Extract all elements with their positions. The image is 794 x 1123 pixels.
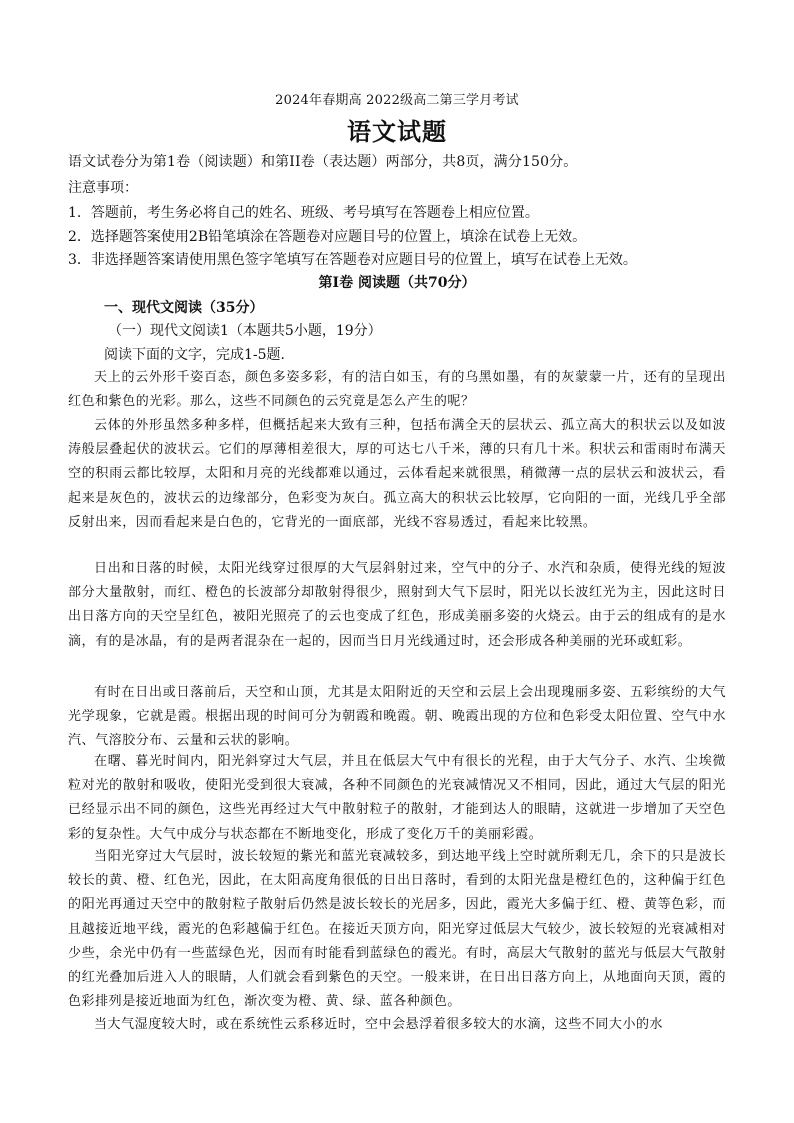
part-heading: 一、现代文阅读（35分）	[104, 300, 264, 316]
passage-paragraph: 云体的外形虽然多种多样，但概括起来大致有三种，包括布满全天的层状云、孤立高大的积状云以及如波涛般层叠起伏的波状云。它们的厚薄相差很大，厚的可达七八千米，薄的只有几十米。积状云和雷雨时布满天空的积雨云都比较厚，太阳和月亮的光线都难以通过，云体看起来就很黑，稍微薄一点的层状云和波状云，看起来是灰色的，波状云的边缘部分，色彩变为灰白。孤立高大的积状云比较厚，它向阳的一面，光线几乎全部反射出来，因而看起来是白色的，它背光的一面底部，光线不容易透过，看起来比较黑。	[68, 418, 726, 530]
notes-heading: 注意事项：	[68, 180, 138, 196]
passage-paragraph: 在曙、暮光时间内，阳光斜穿过大气层，并且在低层大气中有很长的光程，由于大气分子、水汽、尘埃微粒对光的散射和吸收，使阳光受到很大衰减，各种不同颜色的光衰减情况又不相同，因此，通过大气层的阳光已经显示出不同的颜色，这些光再经过大气中散射粒子的散射，才能到达人的眼睛，这就进一步增加了天空色彩的复杂性。大气中成分与状态都在不断地变化，形成了变化万千的美丽彩霞。	[68, 754, 726, 842]
note-item: 3．非选择题答案请使用黑色签字笔填写在答题卷对应题目号的位置上，填写在试卷上无效。	[68, 252, 637, 268]
passage-paragraph: 当大气湿度较大时，或在系统性云系移近时，空中会悬浮着很多较大的水滴，这些不同大小的水	[94, 1017, 664, 1032]
passage-paragraph: 日出和日落的时候，太阳光线穿过很厚的大气层斜射过来，空气中的分子、水汽和杂质，使得光线的短波部分大量散射，而红、橙色的长波部分却散射得很少，照射到大气下层时，阳光以长波红光为主，因此这时日出日落方向的天空呈红色，被阳光照亮了的云也变成了红色，形成美丽多姿的火烧云。由于云的组成有的是水滴，有的是冰晶，有的是两者混杂在一起的，因而当日月光线通过时，还会形成各种美丽的光环或虹彩。	[68, 561, 726, 649]
note-item: 1．答题前，考生务必将自己的姓名、班级、考号填写在答题卷上相应位置。	[68, 205, 539, 221]
passage-paragraph: 天上的云外形千姿百态，颜色多姿多彩，有的洁白如玉，有的乌黑如墨，有的灰蒙蒙一片，还有的呈现出红色和紫色的光彩。那么，这些不同颜色的云究竟是怎么产生的呢？	[68, 370, 726, 410]
passage-paragraph: 当阳光穿过大气层时，波长较短的紫光和蓝光衰减较多，到达地平线上空时就所剩无几，余下的只是波长较长的黄、橙、红色光，因此，在太阳高度角很低的日出日落时，看到的太阳光盘是橙红色的，这种偏于红色的阳光再通过天空中的散射粒子散射后仍然是波长较长的光居多，因此，霞光大多偏于红、橙、黄等色彩，而且越接近地平线，霞光的色彩越偏于红色。在接近天顶方向，阳光穿过低层大气较少，波长较短的光衰减相对少些，余光中仍有一些蓝绿色光，因而有时能看到蓝绿色的霞光。有时，高层大气散射的蓝光与低层大气散射的红光叠加后进入人的眼睛，人们就会看到紫色的天空。一般来讲，在日出日落方向上，从地面向天顶，霞的色彩排列是接近地面为红色，渐次变为橙、黄、绿、蓝各种颜色。	[68, 849, 726, 1010]
passage-paragraph: 有时在日出或日落前后，天空和山顶，尤其是太阳附近的天空和云层上会出现瑰丽多姿、五彩缤纷的大气光学现象，它就是霞。根据出现的时间可分为朝霞和晚霞。朝、晚霞出现的方位和色彩受太阳位置、空气中水汽、气溶胶分布、云量和云状的影响。	[68, 685, 726, 749]
exam-intro: 语文试卷分为第1卷（阅读题）和第II卷（表达题）两部分，共8页，满分150分。	[68, 154, 578, 170]
reading-instruction: 阅读下面的文字，完成1-5题．	[104, 347, 295, 363]
section-title: 第I卷 阅读题（共70分）	[318, 275, 476, 291]
sub-heading: （一）现代文阅读1（本题共5小题，19分）	[108, 323, 382, 339]
exam-name: 2024年春期高 2022级高二第三学月考试	[275, 93, 519, 108]
page-title: 语文试题	[347, 117, 447, 146]
note-item: 2．选择题答案使用2B铅笔填涂在答题卷对应题目号的位置上，填涂在试卷上无效。	[68, 229, 587, 245]
